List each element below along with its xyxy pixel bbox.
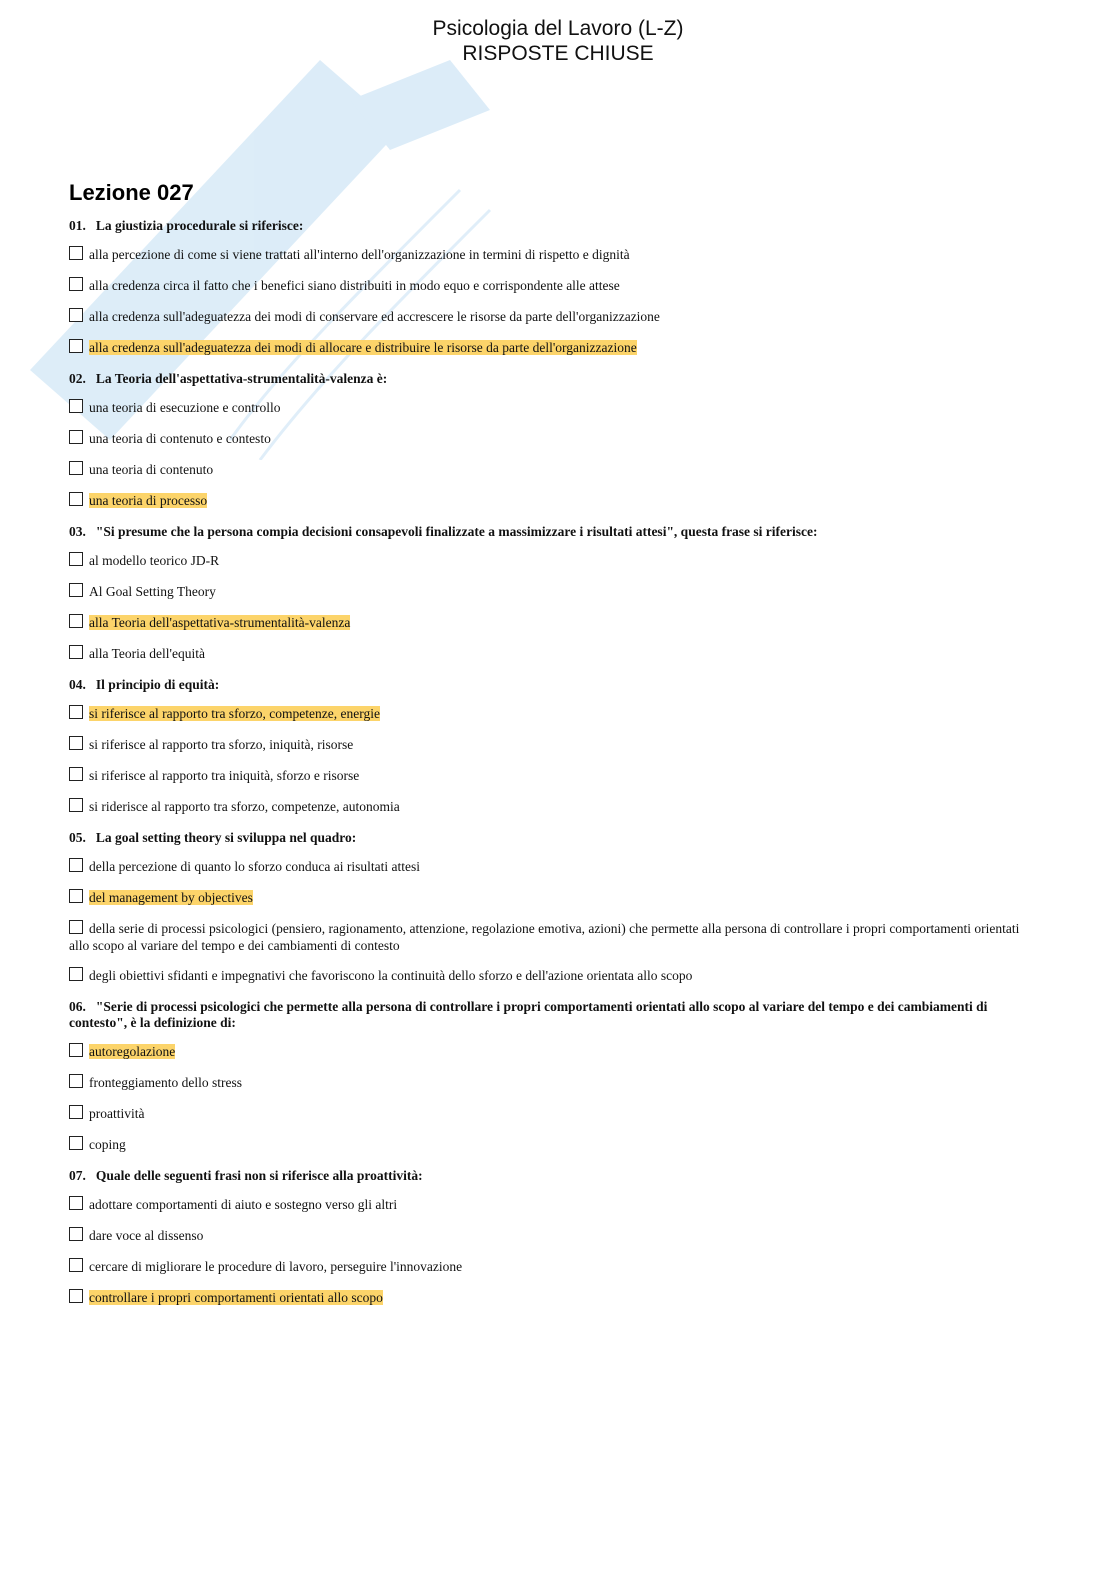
question-number: 02. [69,371,86,386]
question-number: 03. [69,524,86,539]
question-text: "Serie di processi psicologici che permette alla persona di controllare i propri comportamenti orientati allo scopo al variare del tempo e dei cambiamenti di contesto", è la definizione di: [69,999,988,1030]
questions-list [69,218,1039,1321]
answer-option-correct[interactable] [69,705,1039,723]
answer-option[interactable] [69,736,1039,754]
question-06 [69,999,1039,1154]
question-text: La giustizia procedurale si riferisce: [95,218,304,233]
answer-option[interactable] [69,1227,1039,1245]
lesson-title: Lezione 027 [69,180,194,205]
question-text: Quale delle seguenti frasi non si riferisce alla proattività: [95,1168,423,1183]
question-02 [69,371,1039,510]
checkbox[interactable] [69,339,83,353]
checkbox[interactable] [69,1196,83,1210]
document-header [0,16,1116,66]
checkbox[interactable] [69,246,83,260]
checkbox[interactable] [69,798,83,812]
option-text: si riferisce al rapporto tra sforzo, iniquità, risorse [89,737,354,752]
option-text: una teoria di contenuto e contesto [89,431,271,446]
answer-option-correct[interactable] [69,492,1039,510]
option-text-highlighted: controllare i propri comportamenti orientati allo scopo [89,1290,383,1305]
option-text: alla credenza circa il fatto che i benefici siano distribuiti in modo equo e corrispondente alle attese [89,278,620,293]
option-text: alla credenza sull'adeguatezza dei modi di conservare ed accrescere le risorse da parte dell'organizzazione [89,309,660,324]
document-subtitle: RISPOSTE CHIUSE [462,42,654,65]
option-text: alla percezione di come si viene trattati all'interno dell'organizzazione in termini di rispetto e dignità [89,247,630,262]
answer-option[interactable] [69,246,1039,264]
answer-option[interactable] [69,430,1039,448]
checkbox[interactable] [69,492,83,506]
option-text: fronteggiamento dello stress [89,1075,242,1090]
option-text: una teoria di esecuzione e controllo [89,400,281,415]
option-text-highlighted: alla credenza sull'adeguatezza dei modi di allocare e distribuire le risorse da parte dell'organizzazione [89,340,637,355]
answer-option-correct[interactable] [69,614,1039,632]
option-text: si riferisce al rapporto tra iniquità, sforzo e risorse [89,768,360,783]
checkbox[interactable] [69,277,83,291]
answer-option[interactable] [69,858,1039,876]
option-text-highlighted: del management by objectives [89,890,253,905]
option-text: una teoria di contenuto [89,462,214,477]
checkbox[interactable] [69,399,83,413]
answer-option-correct[interactable] [69,339,1039,357]
checkbox[interactable] [69,645,83,659]
option-text: della percezione di quanto lo sforzo conduca ai risultati attesi [89,859,421,874]
option-text: cercare di migliorare le procedure di lavoro, perseguire l'innovazione [89,1259,463,1274]
question-03 [69,524,1039,663]
answer-option[interactable] [69,277,1039,295]
answer-option[interactable] [69,767,1039,785]
checkbox[interactable] [69,1105,83,1119]
answer-option[interactable] [69,461,1039,479]
question-05 [69,830,1039,985]
checkbox[interactable] [69,308,83,322]
option-text-highlighted: alla Teoria dell'aspettativa-strumentalità-valenza [89,615,351,630]
answer-option[interactable] [69,1136,1039,1154]
question-number: 07. [69,1168,86,1183]
checkbox[interactable] [69,736,83,750]
checkbox[interactable] [69,858,83,872]
checkbox[interactable] [69,430,83,444]
option-text: coping [89,1137,126,1152]
checkbox[interactable] [69,767,83,781]
checkbox[interactable] [69,705,83,719]
option-text: si riderisce al rapporto tra sforzo, competenze, autonomia [89,799,400,814]
checkbox[interactable] [69,1043,83,1057]
answer-option[interactable] [69,1258,1039,1276]
question-number: 06. [69,999,86,1014]
answer-option[interactable] [69,1196,1039,1214]
answer-option[interactable] [69,308,1039,326]
checkbox[interactable] [69,552,83,566]
question-text: "Si presume che la persona compia decisioni consapevoli finalizzate a massimizzare i risultati attesi", questa frase si riferisce: [95,524,818,539]
option-text: dare voce al dissenso [89,1228,204,1243]
answer-option-correct[interactable] [69,889,1039,907]
answer-option[interactable] [69,798,1039,816]
question-04 [69,677,1039,816]
course-title: Psicologia del Lavoro (L-Z) [432,17,684,40]
option-text: proattività [89,1106,145,1121]
checkbox[interactable] [69,889,83,903]
option-text: adottare comportamenti di aiuto e sostegno verso gli altri [89,1197,398,1212]
question-01 [69,218,1039,357]
option-text: degli obiettivi sfidanti e impegnativi che favoriscono la continuità dello sforzo e dell'azione orientata allo scopo [89,968,693,983]
checkbox[interactable] [69,1136,83,1150]
option-text-highlighted: una teoria di processo [89,493,208,508]
checkbox[interactable] [69,1227,83,1241]
answer-option[interactable] [69,583,1039,601]
question-number: 01. [69,218,86,233]
option-text: Al Goal Setting Theory [89,584,216,599]
option-text-highlighted: si riferisce al rapporto tra sforzo, competenze, energie [89,706,380,721]
answer-option[interactable] [69,399,1039,417]
answer-option[interactable] [69,645,1039,663]
option-text: della serie di processi psicologici (pensiero, ragionamento, attenzione, regolazione emotiva, azioni) che permette alla persona di controllare i propri comportamenti orientati allo scopo al variare del tempo e dei cambiamenti di contesto [69,921,1020,953]
checkbox[interactable] [69,1289,83,1303]
checkbox[interactable] [69,1074,83,1088]
answer-option[interactable] [69,1105,1039,1123]
question-text: Il principio di equità: [95,677,220,692]
answer-option-correct[interactable] [69,1043,1039,1061]
answer-option-correct[interactable] [69,1289,1039,1307]
option-text: al modello teorico JD-R [89,553,220,568]
answer-option[interactable] [69,1074,1039,1092]
option-text-highlighted: autoregolazione [89,1044,176,1059]
question-07 [69,1168,1039,1307]
checkbox[interactable] [69,614,83,628]
question-text: La goal setting theory si sviluppa nel quadro: [95,830,357,845]
answer-option[interactable] [69,967,1039,985]
question-text: La Teoria dell'aspettativa-strumentalità-valenza è: [95,371,388,386]
checkbox[interactable] [69,461,83,475]
checkbox[interactable] [69,583,83,597]
checkbox[interactable] [69,920,83,934]
question-number: 04. [69,677,86,692]
answer-option[interactable] [69,552,1039,570]
question-number: 05. [69,830,86,845]
checkbox[interactable] [69,967,83,981]
checkbox[interactable] [69,1258,83,1272]
option-text: alla Teoria dell'equità [89,646,205,661]
answer-option[interactable] [69,920,1039,954]
